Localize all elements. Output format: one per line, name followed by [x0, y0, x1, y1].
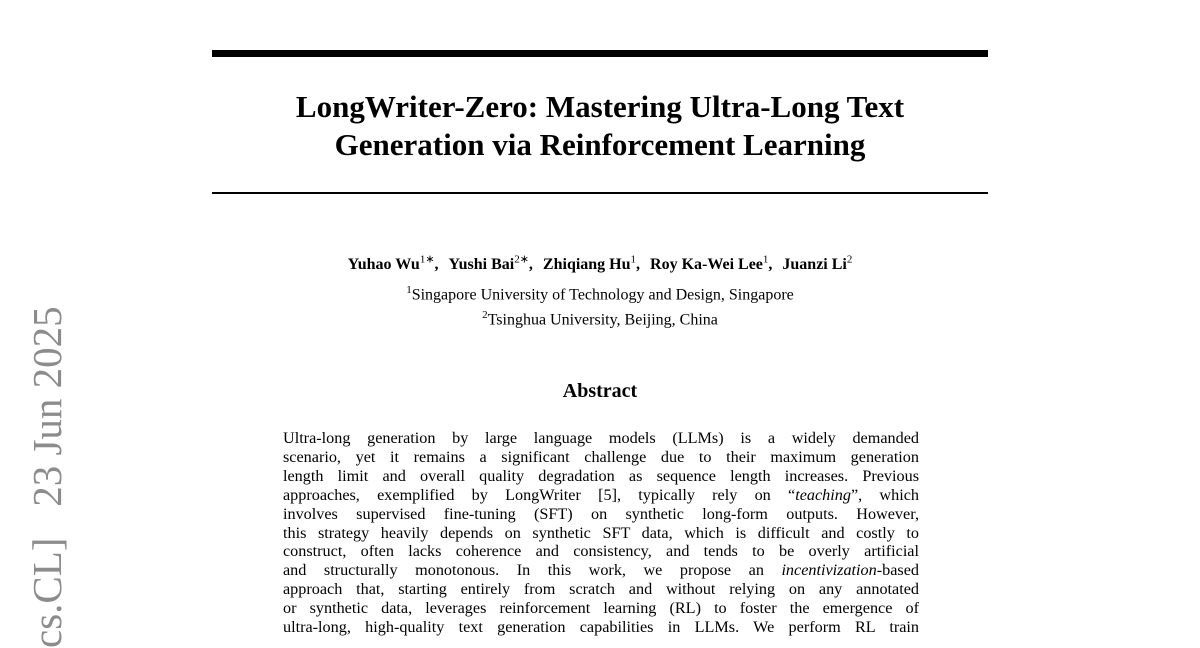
abstract-body: [283, 429, 919, 637]
abstract-heading: Abstract: [562, 380, 638, 402]
abstract-line: Ultra-long generation by large language models (LLMs) is a widely demanded: [283, 429, 919, 447]
affiliation: $^2$Tsinghua University, Beijing, China: [482, 309, 718, 329]
affiliation: $^1$Singapore University of Technology and Design, Singapore: [406, 284, 794, 304]
abstract-line: approach that, starting entirely from scratch and without relying on any annotated: [283, 580, 919, 599]
abstract-line: scenario, yet it remains a significant challenge due to their maximum generation: [283, 447, 919, 466]
title-top-rule: [212, 50, 988, 57]
author: Zhiqiang Hu$^1$,: [542, 254, 641, 274]
paper-title: [212, 88, 988, 164]
abstract-line: length limit and overall quality degradation as sequence length increases. Previous: [283, 466, 919, 485]
affiliation-list: [212, 280, 988, 331]
author: Juanzi Li$^2$: [782, 254, 853, 274]
title-line: LongWriter-Zero: Mastering Ultra-Long Text: [295, 89, 905, 124]
emphasis: incentivization: [781, 561, 877, 580]
author: Yuhao $Wu^{1∗}$,: [347, 254, 439, 274]
abstract-line: approaches, exemplified by LongWriter [5], typically rely on “teaching”, which: [283, 485, 919, 504]
abstract-line: involves supervised fine-tuning (SFT) on synthetic long-form outputs. However,: [283, 504, 919, 523]
author-list: [212, 249, 988, 276]
abstract-line: construct, often lacks coherence and consistency, and tends to be overly artificial: [283, 542, 919, 561]
author: Yushi Bai$^{2∗}$,: [448, 254, 533, 274]
arxiv-identifier-stamp: cs.CL] 23 Jun 2025: [24, 306, 70, 648]
abstract-line: this strategy heavily depends on synthetic SFT data, which is difficult and costly to: [283, 523, 919, 542]
emphasis: teaching: [795, 485, 851, 504]
abstract-line: or synthetic data, leverages reinforcement learning (RL) to foster the emergence of: [283, 599, 919, 618]
abstract-line-partial: ultra-long, high-quality text generation capabilities in LLMs. We perform RL train: [283, 618, 919, 637]
abstract-line: and structurally monotonous. In this work, we propose an incentivization-based: [283, 561, 919, 580]
title-line: Generation via Reinforcement Learning: [334, 127, 866, 162]
author: Roy Ka-Wei Lee$^1$,: [650, 254, 773, 274]
title-bottom-rule: [212, 192, 988, 194]
